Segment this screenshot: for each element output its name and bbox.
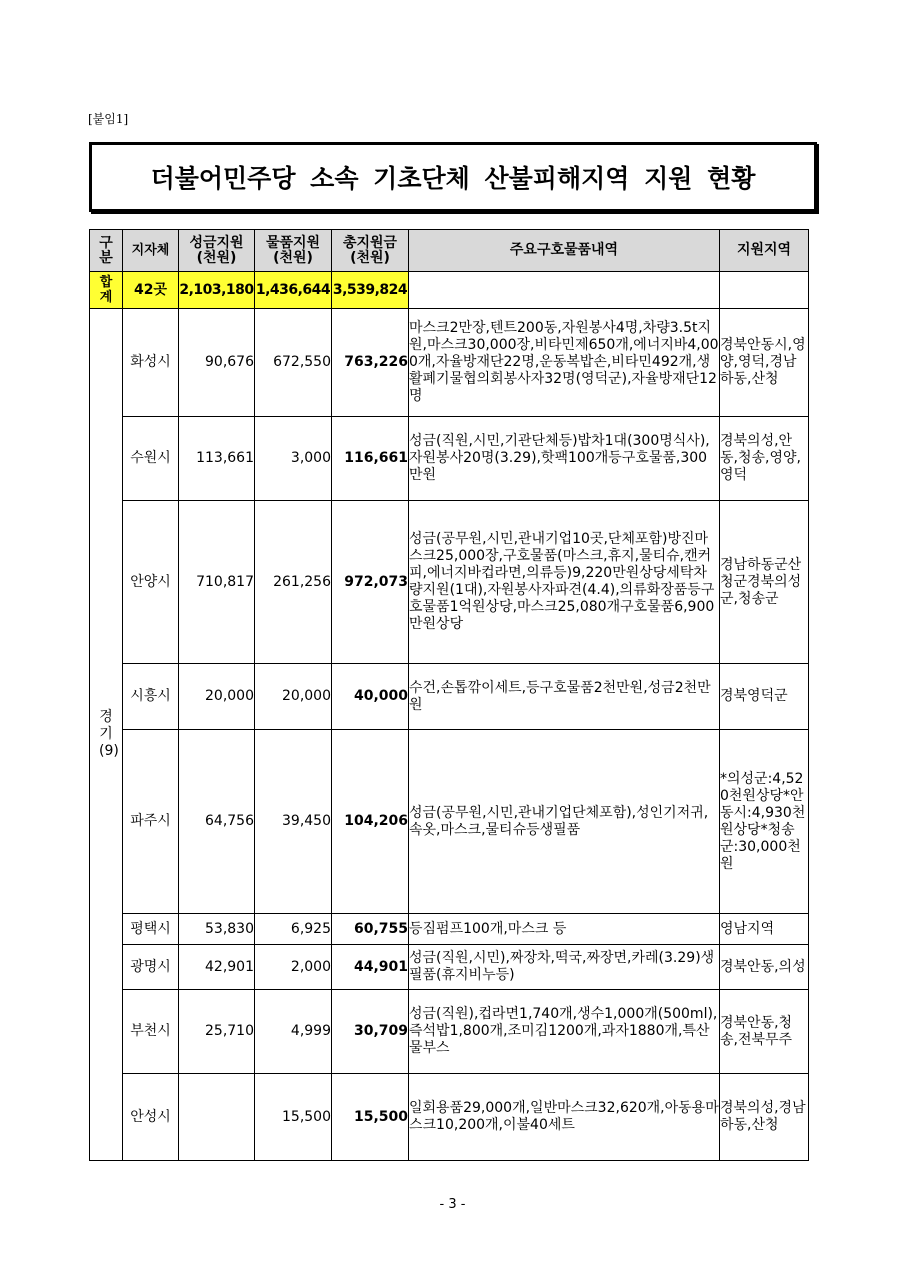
- goods-amount: 15,500: [255, 1074, 332, 1161]
- title-box: [89, 142, 817, 212]
- table-row: [90, 309, 809, 417]
- relief-items: 수건,손톱깎이세트,등구호물품2천만원,성금2천만원: [409, 664, 720, 730]
- relief-items: 성금(직원,시민,기관단체등)밥차1대(300명식사),자원봉사20명(3.29),핫팩100개등구호물품,300만원: [409, 417, 720, 501]
- goods-amount: 6,925: [255, 914, 332, 945]
- header-total: 총지원금(천원): [332, 230, 409, 272]
- total-amount: 30,709: [332, 990, 409, 1074]
- table-row: [90, 990, 809, 1074]
- table-row: [90, 914, 809, 945]
- cash-amount: 53,830: [179, 914, 255, 945]
- support-region: 경남하동군산청군경북의성군,청송군: [720, 501, 809, 664]
- city-name: 수원시: [123, 417, 179, 501]
- support-region: 영남지역: [720, 914, 809, 945]
- total-cash: 2,103,180: [179, 272, 255, 309]
- support-region: 경북의성,안동,청송,영양,영덕: [720, 417, 809, 501]
- document-title: 더불어민주당 소속 기초단체 산불피해지역 지원 현황: [150, 164, 756, 193]
- cash-amount: 113,661: [179, 417, 255, 501]
- cash-amount: 42,901: [179, 945, 255, 990]
- relief-items: 등짐펌프100개,마스크 등: [409, 914, 720, 945]
- goods-amount: 3,000: [255, 417, 332, 501]
- total-row: [90, 272, 809, 309]
- total-amount: 972,073: [332, 501, 409, 664]
- cash-amount: 64,756: [179, 730, 255, 914]
- city-name: 안양시: [123, 501, 179, 664]
- group-label: 경기(9): [99, 709, 119, 759]
- city-name: 파주시: [123, 730, 179, 914]
- header-region: 지원지역: [720, 230, 809, 272]
- cash-amount: 25,710: [179, 990, 255, 1074]
- total-amount: 40,000: [332, 664, 409, 730]
- support-status-table: [89, 229, 809, 1161]
- total-goods: 1,436,644: [255, 272, 332, 309]
- header-city: 지자체: [123, 230, 179, 272]
- city-name: 평택시: [123, 914, 179, 945]
- group-label-cell: [90, 309, 123, 1161]
- relief-items: 성금(공무원,시민,관내기업단체포함),성인기저귀,속옷,마스크,물티슈등생필품: [409, 730, 720, 914]
- goods-amount: 672,550: [255, 309, 332, 417]
- relief-items: 일회용품29,000개,일반마스크32,620개,아동용마스크10,200개,이불40세트: [409, 1074, 720, 1161]
- support-region: 경북안동시,영양,영덕,경남하동,산청: [720, 309, 809, 417]
- total-amount: 44,901: [332, 945, 409, 990]
- total-items-empty: [409, 272, 720, 309]
- city-name: 부천시: [123, 990, 179, 1074]
- header-gubun: 구분: [90, 230, 123, 272]
- support-region: 경북안동,청송,전북무주: [720, 990, 809, 1074]
- goods-amount: 4,999: [255, 990, 332, 1074]
- cash-amount: 710,817: [179, 501, 255, 664]
- goods-amount: 261,256: [255, 501, 332, 664]
- goods-amount: 2,000: [255, 945, 332, 990]
- total-amount: 104,206: [332, 730, 409, 914]
- support-region: 경북영덕군: [720, 664, 809, 730]
- support-region: *의성군:4,520천원상당*안동시:4,930천원상당*청송군:30,000천원: [720, 730, 809, 914]
- relief-items: 마스크2만장,텐트200동,자원봉사4명,차량3.5t지원,마스크30,000장,비타민제650개,에너지바4,000개,자율방재단22명,운동복밥손,비타민492개,생활폐기물협의회봉사자32명(영덕군),자율방재단12명: [409, 309, 720, 417]
- city-name: 광명시: [123, 945, 179, 990]
- header-items: 주요구호물품내역: [409, 230, 720, 272]
- total-amount: 60,755: [332, 914, 409, 945]
- header-goods: 물품지원(천원): [255, 230, 332, 272]
- total-amount: 116,661: [332, 417, 409, 501]
- table-row: [90, 1074, 809, 1161]
- table-row: [90, 730, 809, 914]
- cash-amount: [179, 1074, 255, 1161]
- total-label: 합계: [90, 272, 123, 309]
- header-cash: 성금지원(천원): [179, 230, 255, 272]
- support-region: 경북안동,의성: [720, 945, 809, 990]
- page-number: - 3 -: [439, 1197, 466, 1212]
- total-amount: 763,226: [332, 309, 409, 417]
- support-region: 경북의성,경남하동,산청: [720, 1074, 809, 1161]
- goods-amount: 20,000: [255, 664, 332, 730]
- total-sum: 3,539,824: [332, 272, 409, 309]
- city-name: 화성시: [123, 309, 179, 417]
- city-name: 시흥시: [123, 664, 179, 730]
- relief-items: 성금(직원),컵라면1,740개,생수1,000개(500ml),즉석밥1,800개,조미김1200개,과자1880개,특산물부스: [409, 990, 720, 1074]
- header-row: [90, 230, 809, 272]
- relief-items: 성금(공무원,시민,관내기업10곳,단체포함)방진마스크25,000장,구호물품(마스크,휴지,물티슈,캔커피,에너지바컵라면,의류등)9,220만원상당세탁차량지원(1대),자원봉사자파견(4.4),의류화장품등구호물품1억원상당,마스크25,080개구호물품6,900만원상당: [409, 501, 720, 664]
- city-name: 안성시: [123, 1074, 179, 1161]
- total-region-empty: [720, 272, 809, 309]
- cash-amount: 90,676: [179, 309, 255, 417]
- cash-amount: 20,000: [179, 664, 255, 730]
- goods-amount: 39,450: [255, 730, 332, 914]
- table-row: [90, 501, 809, 664]
- attachment-label: [붙임1]: [88, 112, 129, 126]
- total-amount: 15,500: [332, 1074, 409, 1161]
- table-row: [90, 417, 809, 501]
- table-row: [90, 664, 809, 730]
- relief-items: 성금(직원,시민),짜장차,떡국,짜장면,카레(3.29)생필품(휴지비누등): [409, 945, 720, 990]
- total-count: 42곳: [123, 272, 179, 309]
- table-row: [90, 945, 809, 990]
